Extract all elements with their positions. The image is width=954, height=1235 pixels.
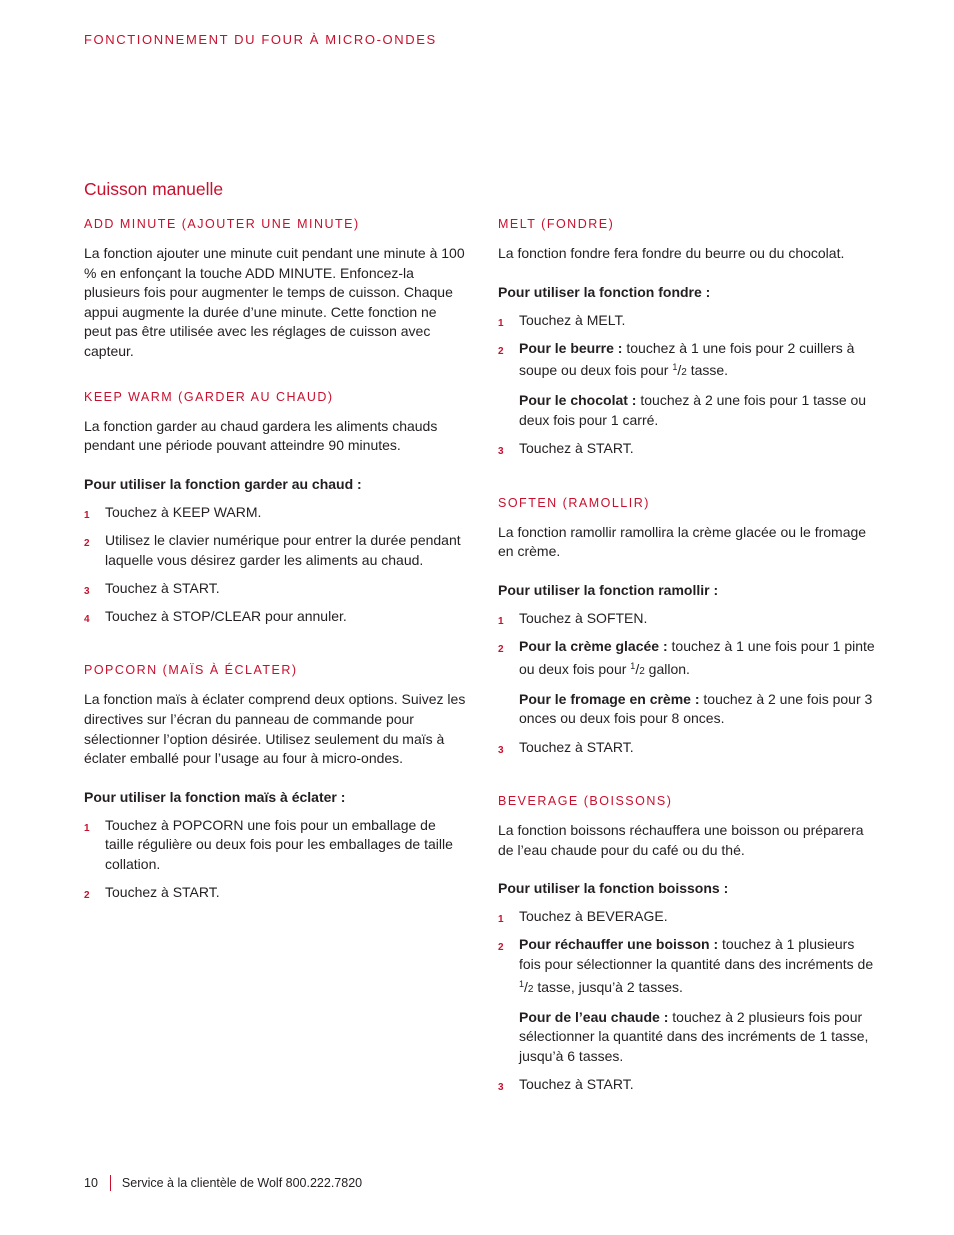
melt-steps [498, 311, 878, 459]
beverage-section [498, 793, 878, 1095]
fraction-denominator: 2 [681, 367, 687, 379]
step-label: Pour le chocolat : [519, 392, 637, 409]
fraction-numerator: 1 [672, 362, 678, 373]
step-number: 3 [84, 585, 90, 597]
step-text: touchez à 2 une fois pour 1 tasse ou deux fois pour 1 carré. [519, 392, 867, 429]
soften-lead: Pour utiliser la fonction ramollir : [498, 581, 719, 598]
running-head: FONCTIONNEMENT DU FOUR À MICRO-ONDES [84, 32, 437, 47]
step-text: Touchez à START. [519, 738, 634, 755]
beverage-heading: BEVERAGE (BOISSONS) [498, 794, 673, 809]
fraction: $^1$/2 [630, 660, 645, 677]
list-item [498, 609, 878, 629]
step-text: Touchez à START. [105, 884, 220, 901]
step-number: 2 [84, 537, 90, 549]
step-extra [519, 391, 878, 430]
footer [84, 1175, 362, 1191]
step-number: 2 [84, 890, 90, 902]
keep-warm-section [84, 389, 466, 627]
keep-warm-lead: Pour utiliser la fonction garder au chaud : [84, 475, 362, 492]
list-item [84, 607, 466, 627]
fraction-numerator: 1 [519, 978, 525, 989]
add-minute-body: La fonction ajouter une minute cuit pendant une minute à 100 % en enfonçant la touche ADD MINUTE. Enfoncez-la plusieurs fois pour augmenter le temps de cuisson. Chaque appui augmente la durée d’une minute. Cette fonction ne peut pas être utilisée avec les réglages de cuisson avec capteur. [84, 245, 465, 359]
soften-body: La fonction ramollir ramollira la crème glacée ou le fromage en crème. [498, 523, 867, 560]
list-item [498, 907, 878, 927]
step-number: 1 [84, 822, 90, 834]
step-text: Utilisez le clavier numérique pour entrer la durée pendant laquelle vous désirez garder les aliments au chaud. [105, 531, 461, 568]
beverage-lead: Pour utiliser la fonction boissons : [498, 880, 729, 897]
popcorn-lead: Pour utiliser la fonction maïs à éclater : [84, 788, 346, 805]
fraction-denominator: 2 [527, 983, 534, 995]
list-item [498, 339, 878, 431]
step-number: 1 [498, 914, 504, 926]
step-number: 3 [498, 446, 504, 458]
fraction: $^1$/2 [519, 978, 534, 995]
step-text: Touchez à SOFTEN. [519, 610, 648, 627]
add-minute-heading: ADD MINUTE (AJOUTER UNE MINUTE) [84, 217, 360, 231]
beverage-body: La fonction boissons réchauffera une boisson ou préparera de l’eau chaude pour du café ou du thé. [498, 822, 864, 858]
step-text: touchez à 1 plusieurs fois pour sélectionner la quantité dans des incréments de [519, 936, 874, 973]
melt-section [498, 216, 878, 459]
add-minute-section [84, 216, 466, 362]
step-label: Pour réchauffer une boisson : [519, 936, 719, 953]
soften-heading: SOFTEN (RAMOLLIR) [498, 495, 650, 510]
step-text: Touchez à POPCORN une fois pour un emballage de taille régulière ou deux fois pour les emballages de taille collation. [105, 816, 453, 872]
list-item [498, 439, 878, 459]
step-text: gallon. [644, 660, 690, 677]
step-text: touchez à 1 une fois pour 1 pinte ou deux fois pour [519, 638, 875, 677]
step-text: Touchez à BEVERAGE. [519, 908, 668, 925]
step-text: Touchez à KEEP WARM. [105, 503, 262, 520]
fraction-numerator: 1 [630, 660, 636, 671]
step-number: 1 [498, 616, 504, 628]
melt-heading: MELT (FONDRE) [498, 217, 615, 231]
list-item [498, 935, 878, 1066]
step-text: Touchez à START. [519, 1076, 634, 1093]
step-text: Touchez à MELT. [519, 311, 626, 328]
soften-steps [498, 609, 878, 757]
step-text: Touchez à START. [519, 440, 634, 457]
popcorn-heading: POPCORN (MAÏS À ÉCLATER) [84, 663, 298, 678]
step-extra [519, 1008, 878, 1067]
step-label: Pour le fromage en crème : [519, 690, 700, 707]
keep-warm-body: La fonction garder au chaud gardera les aliments chauds pendant une période pouvant atteindre 90 minutes. [84, 417, 438, 454]
section-title: Cuisson manuelle [84, 179, 224, 199]
footer-text: Service à la clientèle de Wolf 800.222.7820 [121, 1176, 363, 1190]
list-item [498, 1075, 878, 1095]
list-item [84, 503, 466, 523]
list-item [84, 579, 466, 599]
beverage-steps [498, 907, 878, 1094]
step-number: 2 [498, 644, 504, 656]
melt-lead: Pour utiliser la fonction fondre : [498, 283, 711, 300]
step-number: 1 [498, 317, 504, 329]
list-item [498, 637, 878, 729]
fraction: $^1$/2 [672, 362, 687, 379]
step-text: touchez à 2 une fois pour 3 onces ou deux fois pour 8 onces. [519, 690, 873, 727]
step-text: Touchez à STOP/CLEAR pour annuler. [105, 607, 347, 624]
step-text: touchez à 1 une fois pour 2 cuillers à soupe ou deux fois pour [519, 339, 855, 379]
step-extra [519, 690, 878, 729]
keep-warm-steps [84, 503, 466, 626]
step-text: touchez à 2 plusieurs fois pour sélectionner la quantité dans des incréments de 1 tasse, jusqu’à 6 tasses. [519, 1008, 869, 1064]
left-column [84, 216, 466, 939]
list-item [498, 738, 878, 758]
footer-divider [110, 1175, 111, 1191]
fraction-denominator: 2 [639, 665, 645, 677]
step-text: tasse, jusqu’à 2 tasses. [533, 978, 683, 995]
keep-warm-heading: KEEP WARM (GARDER AU CHAUD) [84, 389, 334, 404]
popcorn-section [84, 662, 466, 902]
step-number: 3 [498, 744, 504, 756]
step-number: 2 [498, 942, 504, 954]
step-label: Pour la crème glacée : [519, 638, 668, 655]
page-number: 10 [84, 1176, 98, 1190]
step-label: Pour de l’eau chaude : [519, 1008, 669, 1025]
soften-section [498, 495, 878, 757]
step-number: 4 [84, 613, 90, 625]
step-text: Touchez à START. [105, 579, 220, 596]
melt-body: La fonction fondre fera fondre du beurre ou du chocolat. [498, 245, 845, 261]
step-number: 1 [84, 509, 90, 521]
step-number: 3 [498, 1082, 504, 1094]
list-item [84, 531, 466, 570]
step-number: 2 [498, 345, 504, 357]
step-text: tasse. [686, 362, 729, 379]
list-item [498, 311, 878, 331]
popcorn-steps [84, 816, 466, 903]
popcorn-body: La fonction maïs à éclater comprend deux options. Suivez les directives sur l’écran du panneau de commande pour sélectionner l’option désirée. Utilisez seulement du maïs à éclater emballé pour l’usage au four à micro-ondes. [84, 691, 466, 767]
step-label: Pour le beurre : [519, 339, 623, 356]
right-column [498, 216, 878, 1131]
list-item [84, 816, 466, 875]
list-item [84, 883, 466, 903]
